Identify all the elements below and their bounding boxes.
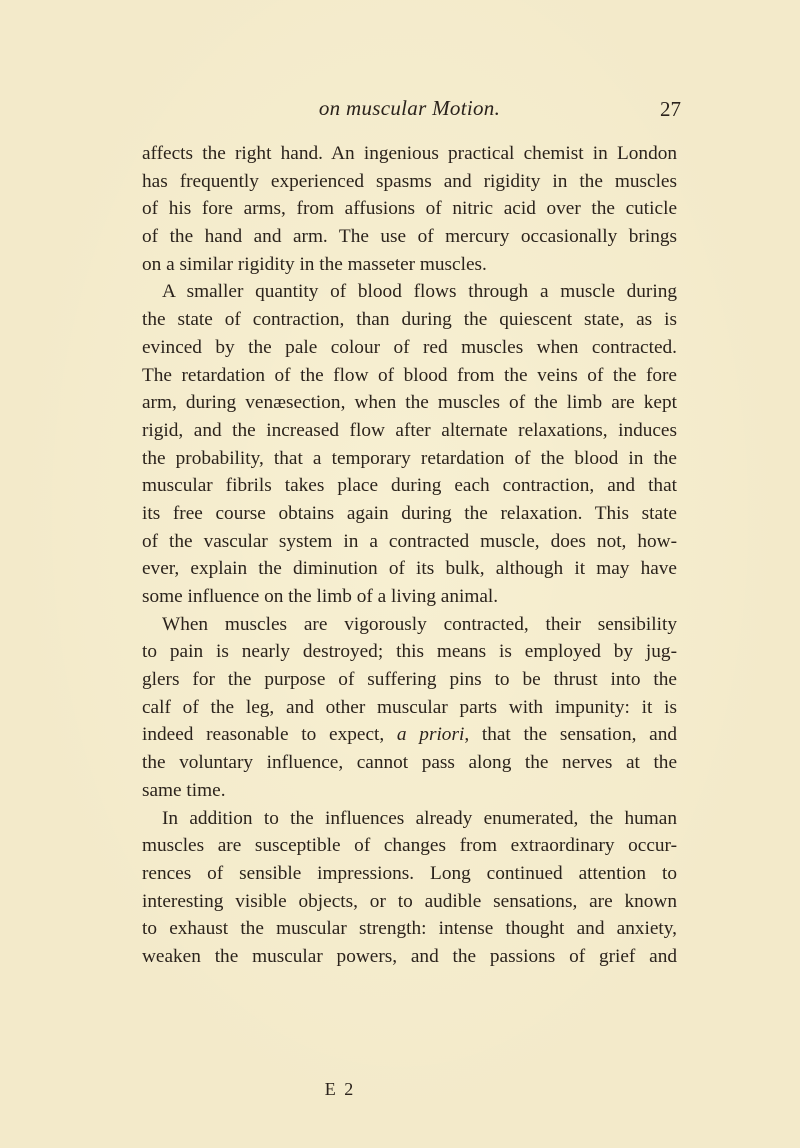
text-line: some influence on the limb of a living animal. (142, 586, 499, 607)
text-line: to exhaust the muscular strength: intense thought and anxiety, (142, 918, 677, 940)
text-line: evinced by the pale colour of red muscles when contracted. (142, 336, 677, 358)
text-line: In addition to the influences already enumerated, the human (162, 807, 677, 829)
text-line: rigid, and the increased flow after alternate relaxations, induces (142, 419, 677, 441)
text-line: has frequently experienced spasms and rigidity in the muscles (142, 170, 677, 192)
text-line: the state of contraction, than during the quiescent state, as is (142, 309, 677, 331)
running-head (142, 96, 681, 126)
text-line: of the hand and arm. The use of mercury occasionally brings (142, 226, 677, 248)
text-line: ever, explain the diminution of its bulk, although it may have (142, 558, 677, 580)
paragraph-2 (142, 278, 677, 610)
text-line: glers for the purpose of suffering pins to be thrust into the (142, 669, 677, 691)
body-text (142, 140, 677, 971)
italic-phrase: a priori (396, 724, 465, 746)
paragraph-4 (142, 805, 677, 971)
text-line: calf of the leg, and other muscular parts with impunity: it is (142, 696, 677, 718)
text-line: A smaller quantity of blood flows through a muscle during (162, 281, 677, 303)
paragraph-1 (142, 140, 677, 278)
text-line: its free course obtains again during the relaxation. This state (142, 502, 677, 524)
text-line: of the vascular system in a contracted muscle, does not, how- (142, 530, 677, 552)
text-line: of his fore arms, from affusions of nitric acid over the cuticle (142, 198, 677, 220)
paragraph-3 (142, 611, 677, 805)
text-line: arm, during venæsection, when the muscles of the limb are kept (142, 392, 677, 414)
page-number: 27 (660, 97, 681, 121)
text-line: weaken the muscular powers, and the passions of grief and (142, 945, 677, 967)
text-line: The retardation of the flow of blood from the veins of the fore (142, 364, 677, 386)
text-line: same time. (142, 779, 226, 801)
text-line: the probability, that a temporary retardation of the blood in the (142, 447, 677, 469)
signature-mark: E 2 (324, 1079, 356, 1099)
running-title: on muscular Motion. (318, 96, 501, 120)
text-line: When muscles are vigorously contracted, their sensibility (162, 613, 677, 635)
text-line: on a similar rigidity in the masseter muscles. (142, 253, 487, 275)
text-line: to pain is nearly destroyed; this means is employed by jug- (142, 641, 677, 663)
text-line: muscular fibrils takes place during each contraction, and that (142, 475, 677, 497)
text-line: affects the right hand. An ingenious practical chemist in London (142, 143, 677, 164)
text-line: the voluntary influence, cannot pass along the nerves at the (142, 752, 677, 774)
text-line: muscles are susceptible of changes from extraordinary occur- (142, 835, 677, 857)
text-line: interesting visible objects, or to audible sensations, are known (142, 890, 677, 912)
text-line: rences of sensible impressions. Long continued attention to (142, 862, 677, 884)
text-line: indeed reasonable to expect, a priori, that the sensation, and (142, 724, 677, 746)
